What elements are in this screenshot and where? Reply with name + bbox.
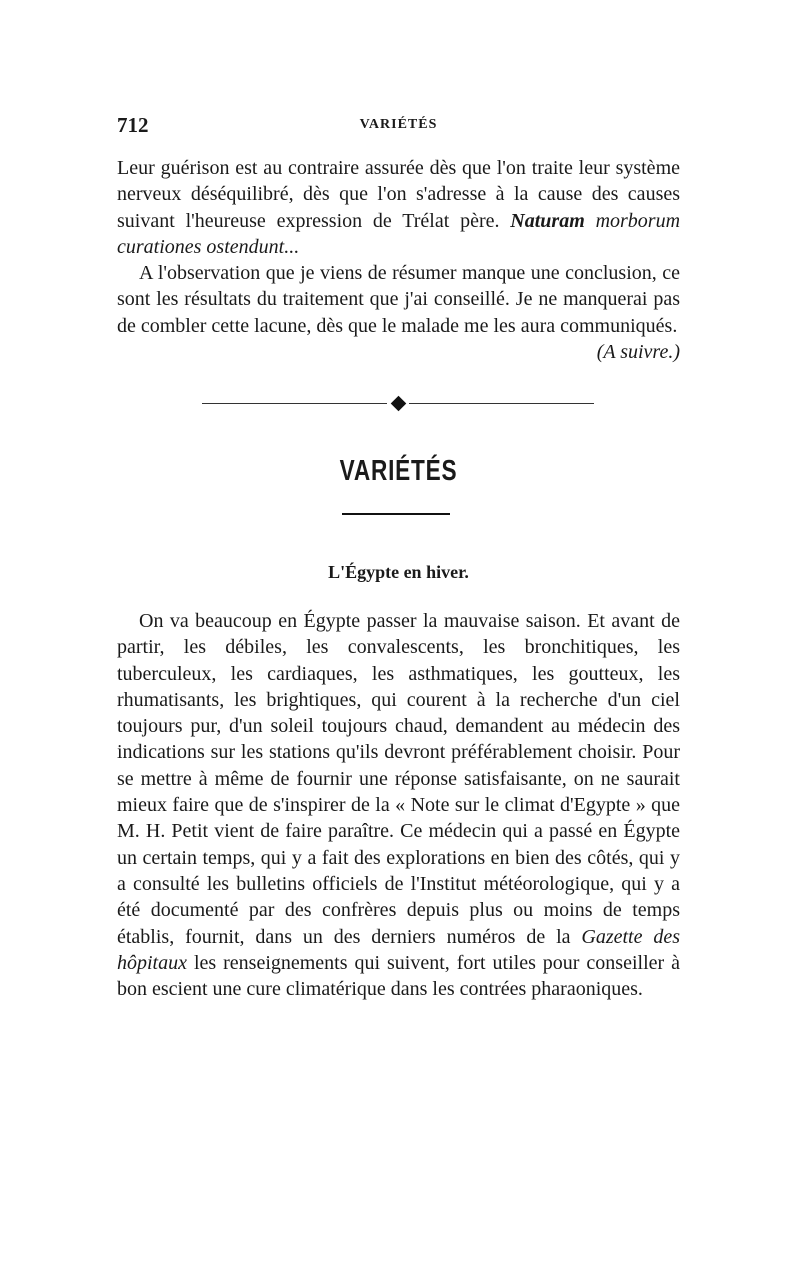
paragraph1-line1: Leur guérison est au contraire assurée dès que l'on traite leur <box>117 157 610 179</box>
page-header <box>117 113 680 139</box>
paragraph1-line2: système nerveux déséquilibré, dès que l'on s'adresse à la cause <box>117 157 680 206</box>
running-head: VARIÉTÉS <box>359 117 438 132</box>
divider-line-left <box>202 403 387 404</box>
article-paragraph <box>117 608 680 1002</box>
paragraph1-line3: des causes suivant l'heureuse expression de Trélat père. <box>117 183 681 232</box>
divider-line-right <box>409 403 594 404</box>
journal-name: Gazette des hôpitaux <box>117 925 680 974</box>
previous-article-ending <box>117 155 680 365</box>
latin-quote-start: Naturam <box>510 209 585 232</box>
article-body <box>117 608 680 1002</box>
page-number: 712 <box>117 113 149 137</box>
latin-quote-end: morborum curationes ostendunt... <box>117 209 681 258</box>
title-underline <box>342 513 450 515</box>
conclusion-text: A l'observation que je viens de résumer manque une conclusion, ce sont les résultats du traitement que j'ai conseillé. Je ne manquerai pas de combler cette lacune, dès que le malade me les aura communiqués. <box>117 262 680 337</box>
section-title: VARIÉTÉS <box>339 455 458 487</box>
article-text-end: les renseignements qui suivent, fort utiles pour conseiller à bon escient une cure climatérique dans les contrées pharaoniques. <box>117 951 680 1001</box>
to-be-continued: (A suivre.) <box>596 341 680 364</box>
paragraph-continuation <box>117 155 680 260</box>
diamond-icon <box>391 396 407 412</box>
conclusion-paragraph <box>117 260 680 364</box>
section-divider <box>202 394 594 414</box>
article-text-main: On va beaucoup en Égypte passer la mauvaise saison. Et avant de partir, les débiles, les convalescents, les bronchitiques, les tuberculeux, les cardiaques, les asthmatiques, les goutteux, les rhumatisants, les brightiques, qui courent à la recherche d'un ciel toujours pur, d'un soleil toujours chaud, demandent au médecin des indications sur les stations qu'ils devront préférablement choisir. Pour se mettre à même de fournir une réponse satisfaisante, on ne saurait mieux faire que de s'inspirer de la « Note sur le climat d'Egypte » que M. H. Petit vient de faire paraître. Ce médecin qui a passé en Égypte un certain temps, qui y a fait des explorations en bien des côtés, qui y a consulté les bulletins officiels de l'Institut météorologique, qui y a été documenté par des confrères depuis plus ou moins de temps établis, fournit, dans un des derniers numéros de la <box>117 610 680 948</box>
article-title: L'Égypte en hiver. <box>328 562 469 582</box>
